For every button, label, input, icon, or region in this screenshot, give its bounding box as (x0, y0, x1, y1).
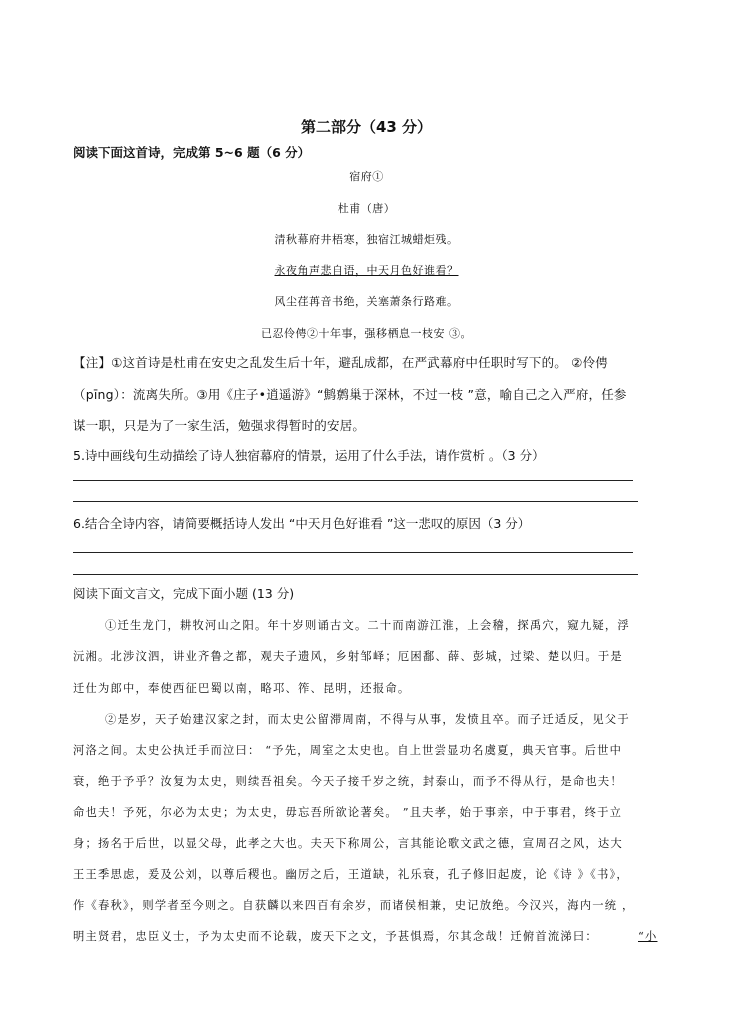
prose-line: 迁仕为郎中，奉使西征巴蜀以南，略邛、筰、昆明，还报命。 (73, 682, 411, 695)
prose-line: 沅湘。北涉汶泗，讲业齐鲁之都，观夫子遗风，乡射邹峄；厄困鄱、薛、彭城，过梁、楚以归。于是 (73, 650, 623, 663)
note-line: 谋一职，只是为了一家生活，勉强求得暂时的安居。 (73, 418, 366, 433)
poem-line: 风尘荏苒音书绝，关塞萧条行路难。 (274, 295, 459, 308)
section-title: 第二部分（43 分） (300, 118, 433, 136)
poem-line-container (0, 262, 733, 278)
prose-line: 作《春秋》，则学者至今则之。自获麟以来四百有余岁，而诸侯相兼，史记放绝。今汉兴，海内一统 ， (73, 899, 635, 912)
answer-line[interactable] (73, 574, 638, 575)
note-line: 【注】①这首诗是杜甫在安史之乱发生后十年，避乱成都，在严武幕府中任职时写下的。 ②伶俜 (73, 355, 608, 370)
prose-line: 河洛之间。太史公执迁手而泣曰： “予先，周室之太史也。自上世尝显功名虞夏，典天官事。后世中 (73, 744, 623, 757)
prose-line: 命也夫！予死，尔必为太史；为太史，毋忘吾所欲论著矣。 ”且夫孝，始于事亲，中于事君，终于立 (73, 806, 623, 819)
poem-line-underlined: 永夜角声悲自语，中天月色好谁看？ (274, 264, 459, 277)
prose-intro: 阅读下面文言文，完成下面小题 (13 分) (73, 586, 295, 601)
answer-line[interactable] (73, 501, 638, 502)
prose-line: 衰，绝于予乎？汝复为太史，则续吾祖矣。今天子接千岁之统，封泰山，而予不得从行，是命也夫！ (73, 775, 623, 788)
note-line: （pīng）：流离失所。③用《庄子•逍遥游》“鹪鹩巢于深林，不过一枝 ”意，喻自己之入严府，任参 (73, 387, 627, 402)
poem-author: 杜甫（唐） (337, 202, 396, 215)
prose-line: 王王季思虑，爰及公刘，以尊后稷也。幽厉之后，王道缺，礼乐衰，孔子修旧起废，论《诗 》《书》， (73, 868, 629, 881)
poem-title: 宿府① (349, 170, 384, 183)
poem-line: 已忍伶俜②十年事，强移栖息一枝安 ③。 (261, 327, 472, 340)
answer-line[interactable] (73, 480, 633, 481)
prose-line: 身；扬名于后世，以显父母，此孝之大也。夫天下称周公，言其能论歌文武之德，宣周召之风，达大 (73, 837, 623, 850)
poem-intro: 阅读下面这首诗，完成第 5~6 题（6 分） (73, 145, 311, 160)
question-5: 5.诗中画线句生动描绘了诗人独宿幕府的情景，运用了什么手法，请作赏析 。（3 分） (73, 448, 545, 463)
prose-line: ②是岁，天子始建汉家之封，而太史公留滞周南，不得与从事，发愤且卒。而子迁适反，见父于 (105, 713, 630, 726)
prose-line: ①迁生龙门，耕牧河山之阳。年十岁则诵古文。二十而南游江淮，上会稽，探禹穴，窥九疑，浮 (105, 619, 630, 632)
prose-line-underlined-tail: “小 (638, 930, 658, 943)
poem-line: 清秋幕府井梧寒，独宿江城蜡炬残。 (274, 233, 459, 246)
answer-line[interactable] (73, 552, 633, 553)
prose-line: 明主贤君，忠臣义士，予为太史而不论载，废天下之文，予甚惧焉，尔其念哉！迁俯首流涕曰： (73, 930, 598, 943)
question-6: 6.结合全诗内容，请简要概括诗人发出 “中天月色好谁看 ”这一悲叹的原因（3 分） (73, 516, 531, 531)
